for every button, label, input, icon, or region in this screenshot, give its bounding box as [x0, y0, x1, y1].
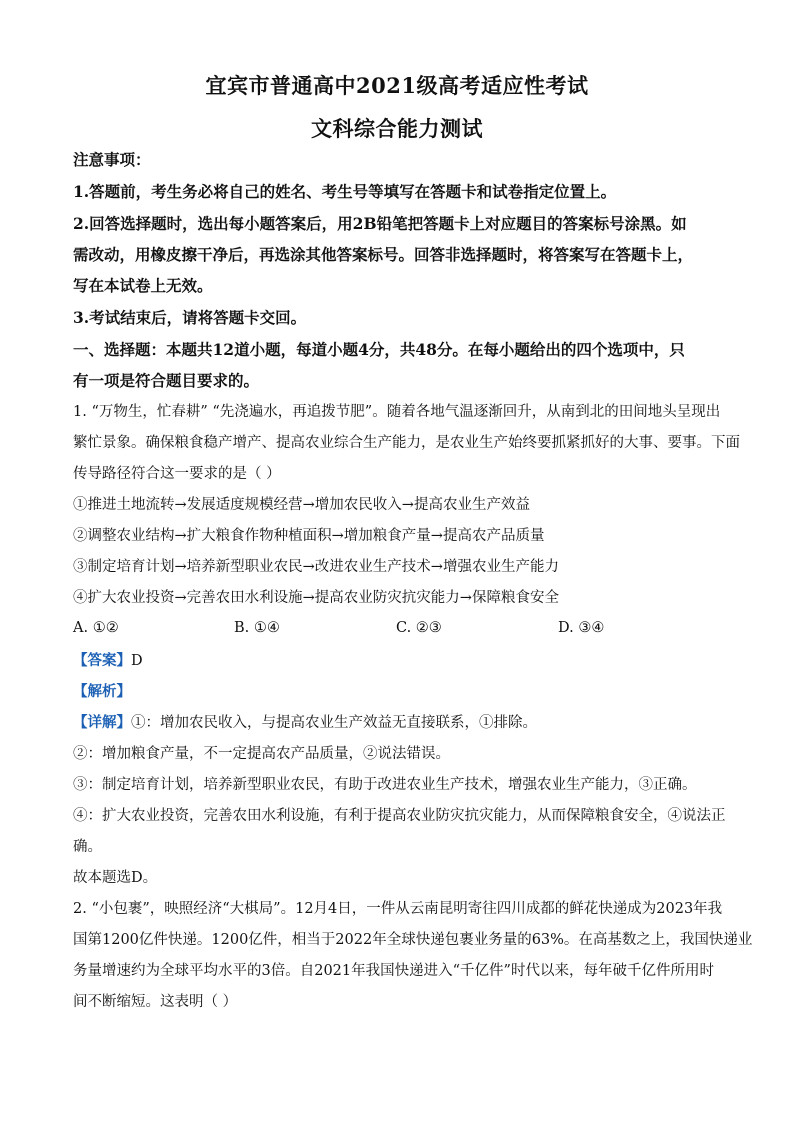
q1-stem-line-3: 传导路径符合这一要求的是（ ） — [73, 466, 281, 482]
q2-stem-line-2: 国第1200亿件快递。1200亿件，相当于2022年全球快递包裹业务量的63%。在高基数之上，我国快递业 — [73, 932, 753, 948]
q1-stem-line-1: 1. “万物生，忙春耕” “先浇遍水，再追拨节肥”。随着各地气温逐渐回升，从南到北的田间地头呈现出 — [73, 404, 721, 420]
detail-text-1: ①：增加农民收入，与提高农业生产效益无直接联系，①排除。 — [131, 715, 537, 731]
notice-item-1: 1.答题前，考生务必将自己的姓名、考生号等填写在答题卡和试卷指定位置上。 — [73, 182, 617, 201]
notice-item-3: 3.考试结束后，请将答题卡交回。 — [73, 308, 307, 327]
answer-tag: 【答案】 — [73, 652, 131, 669]
exam-title: 宜宾市普通高中2021级高考适应性考试 — [205, 73, 589, 98]
q2-stem-line-4: 间不断缩短。这表明（ ） — [73, 994, 238, 1010]
q1-statement-2: ②调整农业结构→扩大粮食作物种植面积→增加粮食产量→提高农产品质量 — [73, 528, 545, 544]
q1-option-a: A. ①② — [73, 620, 119, 636]
q1-detail-line-5: 确。 — [73, 839, 102, 855]
q1-detail-line-2: ②：增加粮食产量，不一定提高农产品质量，②说法错误。 — [73, 746, 450, 762]
notice-item-2-line-3: 写在本试卷上无效。 — [73, 276, 213, 295]
q1-answer — [73, 651, 723, 671]
q1-stem-line-2: 繁忙景象。确保粮食稳产增产、提高农业综合生产能力，是农业生产始终要抓紧抓好的大事、要事。下面 — [73, 435, 740, 451]
q1-detail-line-3: ③：制定培育计划，培养新型职业农民，有助于改进农业生产技术，增强农业生产能力，③正确。 — [73, 777, 697, 793]
exam-subtitle: 文科综合能力测试 — [311, 116, 483, 141]
answer-value: D — [131, 653, 143, 669]
notice-item-2-line-2: 需改动，用橡皮擦干净后，再选涂其他答案标号。回答非选择题时，将答案写在答题卡上， — [73, 245, 694, 264]
section-1-instructions-line-2: 有一项是符合题目要求的。 — [73, 371, 260, 390]
notice-heading: 注意事项： — [73, 150, 151, 169]
q1-detail-line-4: ④：扩大农业投资，完善农田水利设施，有利于提高农业防灾抗灾能力，从而保障粮食安全，④说法正 — [73, 808, 726, 824]
q1-option-d: D. ③④ — [558, 620, 605, 636]
q1-option-c: C. ②③ — [396, 620, 442, 636]
q1-analysis-heading — [73, 682, 723, 702]
q2-stem-line-3: 务量增速约为全球平均水平的3倍。自2021年我国快递进入“千亿件”时代以来，每年破千亿件所用时 — [73, 963, 714, 979]
q1-conclusion: 故本题选D。 — [73, 870, 158, 886]
analysis-tag: 【解析】 — [73, 683, 131, 700]
q1-detail-line-1 — [73, 713, 723, 733]
detail-tag: 【详解】 — [73, 714, 131, 731]
q1-statement-3: ③制定培育计划→培养新型职业农民→改进农业生产技术→增强农业生产能力 — [73, 559, 559, 575]
section-1-instructions-line-1: 一、选择题：本题共12道小题，每道小题4分，共48分。在每小题给出的四个选项中，只 — [73, 340, 685, 359]
q1-statement-4: ④扩大农业投资→完善农田水利设施→提高农业防灾抗灾能力→保障粮食安全 — [73, 590, 559, 606]
q1-statement-1: ①推进土地流转→发展适度规模经营→增加农民收入→提高农业生产效益 — [73, 497, 530, 513]
q1-option-b: B. ①④ — [234, 620, 280, 636]
q2-stem-line-1: 2. “小包裹”，映照经济“大棋局”。12月4日，一件从云南昆明寄往四川成都的鲜花快递成为2023年我 — [73, 901, 723, 917]
notice-item-2-line-1: 2.回答选择题时，选出每小题答案后，用2B铅笔把答题卡上对应题目的答案标号涂黑。如 — [73, 214, 687, 233]
